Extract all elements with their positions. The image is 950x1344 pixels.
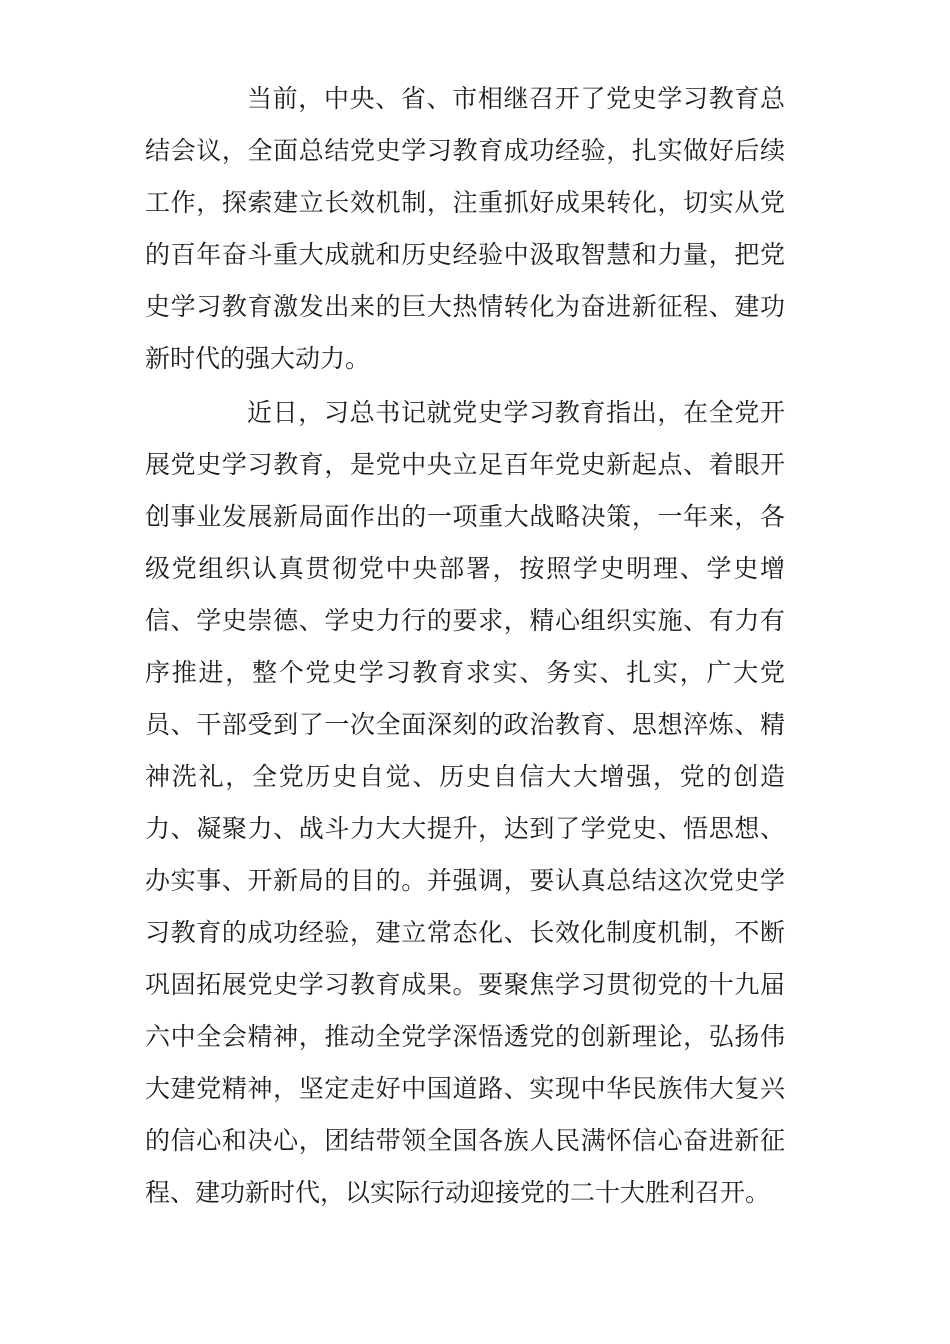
text-line: 大建党精神，坚定走好中国道路、实现中华民族伟大复兴: [145, 1074, 785, 1103]
text-line: 结会议，全面总结党史学习教育成功经验，扎实做好后续: [145, 136, 785, 165]
text-line: 的百年奋斗重大成就和历史经验中汲取智慧和力量，把党: [145, 240, 785, 269]
text-line: 程、建功新时代，以实际行动迎接党的二十大胜利召开。: [145, 1178, 771, 1207]
text-line: 工作，探索建立长效机制，注重抓好成果转化，切实从党: [145, 188, 785, 217]
text-line: 六中全会精神，推动全党学深悟透党的创新理论，弘扬伟: [145, 1022, 785, 1051]
text-line: 级党组织认真贯彻党中央部署，按照学史明理、学史增: [145, 554, 785, 583]
text-line: 展党史学习教育，是党中央立足百年党史新起点、着眼开: [145, 450, 785, 479]
text-line: 办实事、开新局的目的。并强调，要认真总结这次党史学: [145, 866, 785, 895]
text-line: 的信心和决心，团结带领全国各族人民满怀信心奋进新征: [145, 1126, 785, 1155]
text-line: 神洗礼，全党历史自觉、历史自信大大增强，党的创造: [145, 762, 785, 791]
text-line: 序推进，整个党史学习教育求实、务实、扎实，广大党: [145, 658, 785, 687]
text-line: 史学习教育激发出来的巨大热情转化为奋进新征程、建功: [145, 292, 785, 321]
text-line: 信、学史崇德、学史力行的要求，精心组织实施、有力有: [145, 606, 785, 635]
text-line: 巩固拓展党史学习教育成果。要聚焦学习贯彻党的十九届: [145, 970, 785, 999]
text-line: 新时代的强大动力。: [145, 344, 371, 373]
text-line: 员、干部受到了一次全面深刻的政治教育、思想淬炼、精: [145, 710, 785, 739]
text-line: 习教育的成功经验，建立常态化、长效化制度机制，不断: [145, 918, 785, 947]
text-line: 近日，习总书记就党史学习教育指出，在全党开: [247, 398, 785, 427]
text-line: 创事业发展新局面作出的一项重大战略决策，一年来，各: [145, 502, 785, 531]
text-line: 当前，中央、省、市相继召开了党史学习教育总: [247, 84, 785, 113]
text-line: 力、凝聚力、战斗力大大提升，达到了学党史、悟思想、: [145, 814, 785, 843]
